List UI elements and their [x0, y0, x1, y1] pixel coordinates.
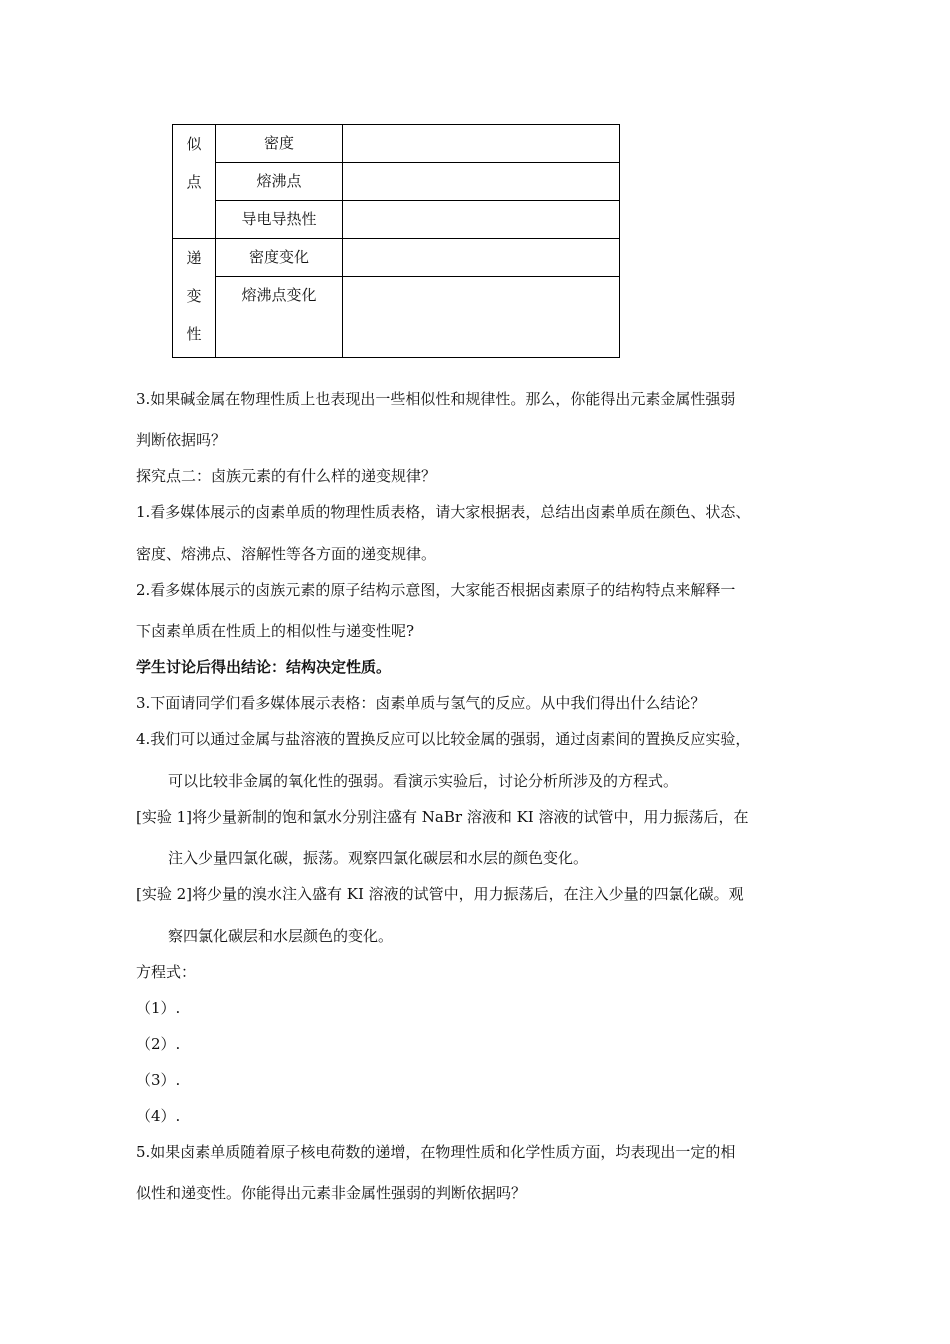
paragraph-line: 2.看多媒体展示的卤族元素的原子结构示意图，大家能否根据卤素原子的结构特点来解释一: [136, 581, 736, 599]
paragraph-line: 判断依据吗？: [136, 431, 227, 449]
equation-blank-3: （3）.: [136, 1071, 181, 1089]
paragraph-line: 3.下面请同学们看多媒体展示表格：卤素单质与氢气的反应。从中我们得出什么结论？: [136, 694, 706, 712]
paragraph-line: 下卤素单质在性质上的相似性与递变性呢?: [136, 622, 415, 640]
equations-label: 方程式：: [136, 963, 197, 981]
section-heading: 探究点二：卤族元素的有什么样的递变规律？: [136, 467, 437, 485]
similarity-group-cell: 似 点: [173, 125, 216, 239]
experiment-2-text: [实验 2]将少量的溴水注入盛有 KI 溶液的试管中，用力振荡后，在注入少量的四氯化碳。观: [136, 885, 744, 903]
answer-cell: [343, 239, 620, 277]
answer-cell: [343, 277, 620, 358]
row-label-melting-boiling: 熔沸点: [216, 163, 343, 201]
equation-blank-2: （2）.: [136, 1035, 181, 1053]
paragraph-line: 密度、熔沸点、溶解性等各方面的递变规律。: [136, 545, 437, 563]
equation-blank-1: （1）.: [136, 999, 181, 1017]
paragraph-line: 1.看多媒体展示的卤素单质的物理性质表格，请大家根据表，总结出卤素单质在颜色、状态、: [136, 503, 751, 521]
paragraph-line: 注入少量四氯化碳，振荡。观察四氯化碳层和水层的颜色变化。: [168, 849, 589, 867]
row-label-conductivity: 导电导热性: [216, 201, 343, 239]
paragraph-line: 可以比较非金属的氧化性的强弱。看演示实验后，讨论分析所涉及的方程式。: [168, 772, 679, 790]
paragraph-line: 似性和递变性。你能得出元素非金属性强弱的判断依据吗？: [136, 1184, 527, 1202]
conclusion-text: 学生讨论后得出结论：结构决定性质。: [136, 658, 392, 676]
answer-cell: [343, 163, 620, 201]
row-label-melting-boiling-change: 熔沸点变化: [216, 277, 343, 358]
paragraph-line: 5.如果卤素单质随着原子核电荷数的递增，在物理性质和化学性质方面，均表现出一定的相: [136, 1143, 736, 1161]
paragraph-line: 察四氯化碳层和水层颜色的变化。: [168, 927, 394, 945]
physical-properties-table: [172, 124, 620, 358]
answer-cell: [343, 125, 620, 163]
equation-blank-4: （4）.: [136, 1107, 181, 1125]
answer-cell: [343, 201, 620, 239]
experiment-1-text: [实验 1]将少量新制的饱和氯水分别注盛有 NaBr 溶液和 KI 溶液的试管中，用力振荡后，在: [136, 808, 749, 826]
gradation-group-cell: 递 变 性: [173, 239, 216, 358]
paragraph-line: 3.如果碱金属在物理性质上也表现出一些相似性和规律性。那么，你能得出元素金属性强弱: [136, 390, 736, 408]
row-label-density-change: 密度变化: [216, 239, 343, 277]
paragraph-line: 4.我们可以通过金属与盐溶液的置换反应可以比较金属的强弱，通过卤素间的置换反应实验，: [136, 730, 751, 748]
row-label-density: 密度: [216, 125, 343, 163]
